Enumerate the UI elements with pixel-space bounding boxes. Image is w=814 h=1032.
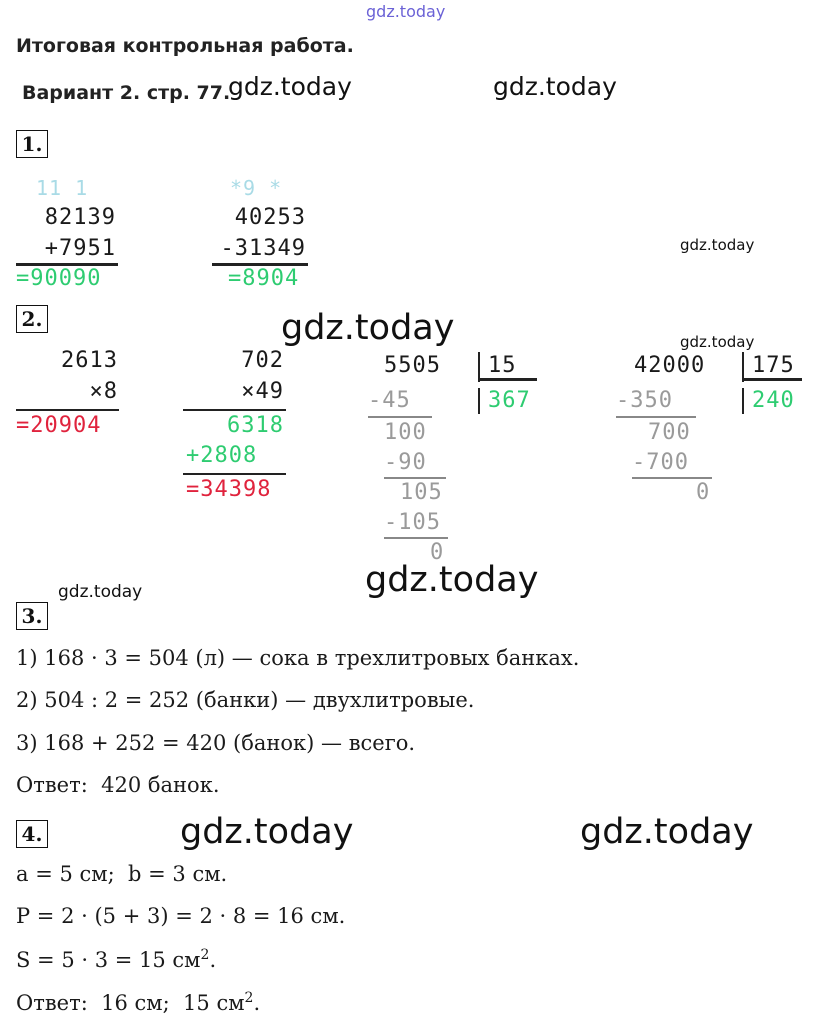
step-line [384,477,446,479]
solution-line: S = 5 · 3 = 15 $см^2$. [16,947,217,972]
solution-line: P = 2 · (5 + 3) = 2 · 8 = 16 см. [16,904,346,928]
operand: ×49 [241,379,284,404]
operand: +7951 [44,236,116,261]
solution-line: 2) 504 : 2 = 252 (банки) — двухлитровые. [16,688,475,712]
task-number-box: 2. [16,305,48,333]
step-line [616,416,696,418]
watermark: gdz.today [180,812,354,852]
divisor-line [480,378,537,381]
step-line [384,537,448,539]
solution-line: 3) 168 + 252 = 420 (банок) — всего. [16,731,416,755]
solution-line: 1) 168 · 3 = 504 (л) — сока в трехлитровых банках. [16,646,580,670]
division-step: 105 [400,480,443,505]
watermark: gdz.today [366,2,446,21]
result: =20904 [16,413,102,438]
divisor-line [744,378,802,381]
task-number-box: 4. [16,820,48,848]
result: =34398 [186,477,272,502]
product-line [183,409,286,411]
operand: -31349 [220,236,306,261]
division-step: -45 [368,388,411,413]
partial-product: +2808 [186,443,258,468]
dividend: 42000 [634,353,706,378]
variant-label: Вариант 2. стр. 77. [22,82,231,104]
quotient: 367 [488,388,531,413]
answer-line: Ответ: 16 см; 15 $см^2$. [16,990,261,1015]
product-line [16,409,119,411]
division-step: 700 [648,420,691,445]
divisor: 175 [752,353,795,378]
operand: 82139 [44,205,116,230]
task-number-box: 1. [16,130,48,158]
division-step: 0 [696,480,711,505]
quotient: 240 [752,388,795,413]
watermark: gdz.today [680,236,755,254]
watermark: gdz.today [281,308,455,348]
borrow-marks: *9 * [230,176,283,200]
solution-line: a = 5 см; b = 3 см. [16,862,228,886]
watermark: gdz.today [580,812,754,852]
task-number-box: 3. [16,602,48,630]
division-bar [478,388,480,414]
page-title: Итоговая контрольная работа. [16,35,354,57]
division-step: 100 [384,420,427,445]
partial-product: 6318 [227,413,284,438]
watermark: gdz.today [58,582,143,602]
division-step: -90 [384,450,427,475]
watermark: gdz.today [493,72,617,101]
step-line [368,416,432,418]
carry-digits: 11 1 [36,176,89,200]
divisor: 15 [488,353,517,378]
operand: 40253 [234,205,306,230]
operand: ×8 [89,379,118,404]
step-line [632,477,712,479]
operand: 2613 [61,348,118,373]
sum-line [183,473,286,475]
dividend: 5505 [384,353,441,378]
watermark: gdz.today [228,72,352,101]
result: =8904 [228,266,300,291]
division-step: -700 [632,450,689,475]
watermark: gdz.today [365,560,539,600]
division-step: -105 [384,510,441,535]
division-step: -350 [616,388,673,413]
division-step: 0 [430,540,445,565]
answer-line: Ответ: 420 банок. [16,773,220,797]
division-bar [742,388,744,414]
watermark: gdz.today [680,333,755,351]
operand: 702 [241,348,284,373]
result: =90090 [16,266,102,291]
